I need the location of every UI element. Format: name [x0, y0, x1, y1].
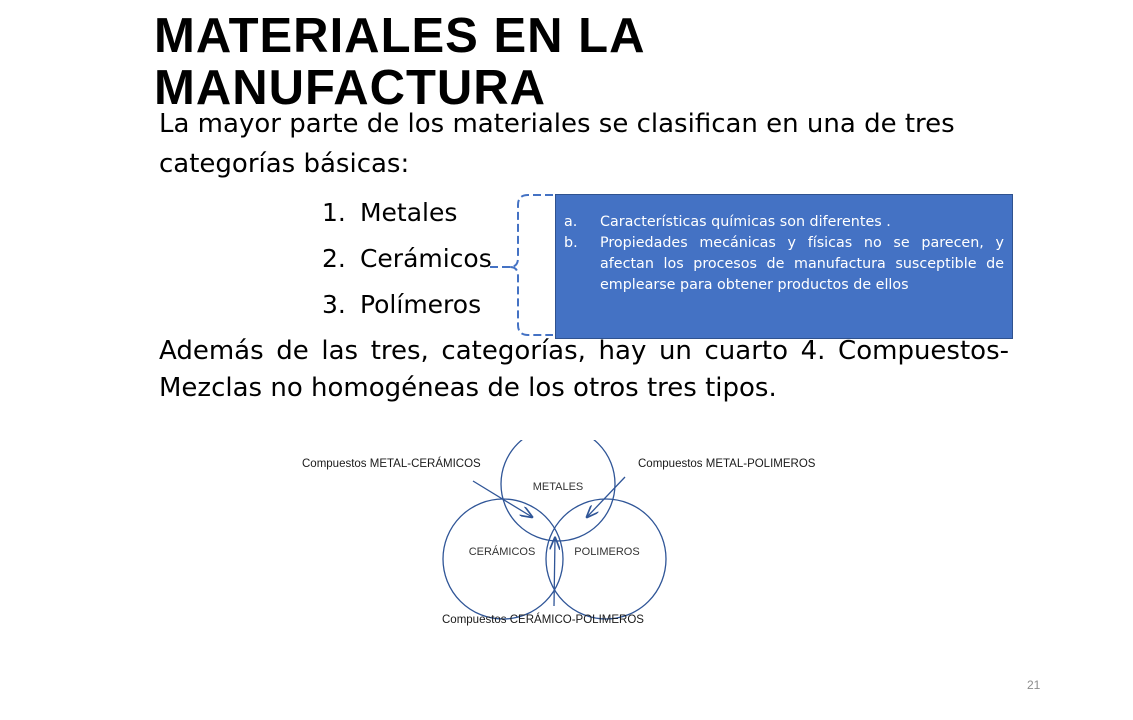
callout-metal-polymer: Compuestos METAL-POLIMEROS — [638, 458, 816, 470]
category-label: Polímeros — [359, 290, 482, 319]
intro-text: La mayor parte de los materiales se clasifican en una de tres categorías básicas: — [159, 109, 955, 179]
venn-label-metales: METALES — [532, 481, 584, 493]
category-item-polimeros — [322, 282, 492, 328]
category-list — [322, 190, 492, 328]
category-label: Metales — [359, 198, 458, 227]
arrow-metal-ceramic — [473, 481, 532, 517]
category-number: 2. — [322, 244, 346, 273]
note-text: Propiedades mecánicas y físicas no se parecen, y afectan los procesos de manufactura susceptible de emplearse para obtener productos de ellos — [600, 235, 1004, 293]
arrow-metal-polymer — [587, 477, 625, 517]
bracket-line — [510, 195, 553, 335]
page-number: 21 — [1027, 678, 1041, 692]
arrow-ceramic-polymer — [554, 538, 555, 606]
category-label: Cerámicos — [359, 244, 492, 273]
category-number: 3. — [322, 290, 346, 319]
bracket-connector — [490, 190, 560, 340]
category-number: 1. — [322, 198, 346, 227]
note-item — [564, 233, 1004, 296]
note-text: Características químicas son diferentes . — [600, 214, 891, 230]
note-marker: b. — [564, 235, 578, 251]
note-item — [564, 212, 1004, 233]
venn-diagram — [290, 440, 850, 640]
venn-label-ceramicos: CERÁMICOS — [468, 546, 536, 558]
venn-circle-polimeros — [546, 499, 666, 619]
category-item-metales — [322, 190, 492, 236]
slide-title: MATERIALES EN LA MANUFACTURA — [154, 9, 644, 115]
venn-label-polimeros: POLIMEROS — [574, 546, 640, 558]
callout-ceramic-polymer: Compuestos CERÁMICO-POLIMEROS — [442, 614, 644, 626]
category-item-ceramicos — [322, 236, 492, 282]
composites-paragraph: Además de las tres, categorías, hay un cuarto 4. Compuestos- Mezclas no homogéneas de los otros tres tipos. — [159, 336, 1009, 403]
note-marker: a. — [564, 214, 578, 230]
callout-metal-ceramic: Compuestos METAL-CERÁMICOS — [302, 458, 481, 470]
venn-circle-ceramicos — [443, 499, 563, 619]
properties-note-box — [555, 194, 1013, 339]
